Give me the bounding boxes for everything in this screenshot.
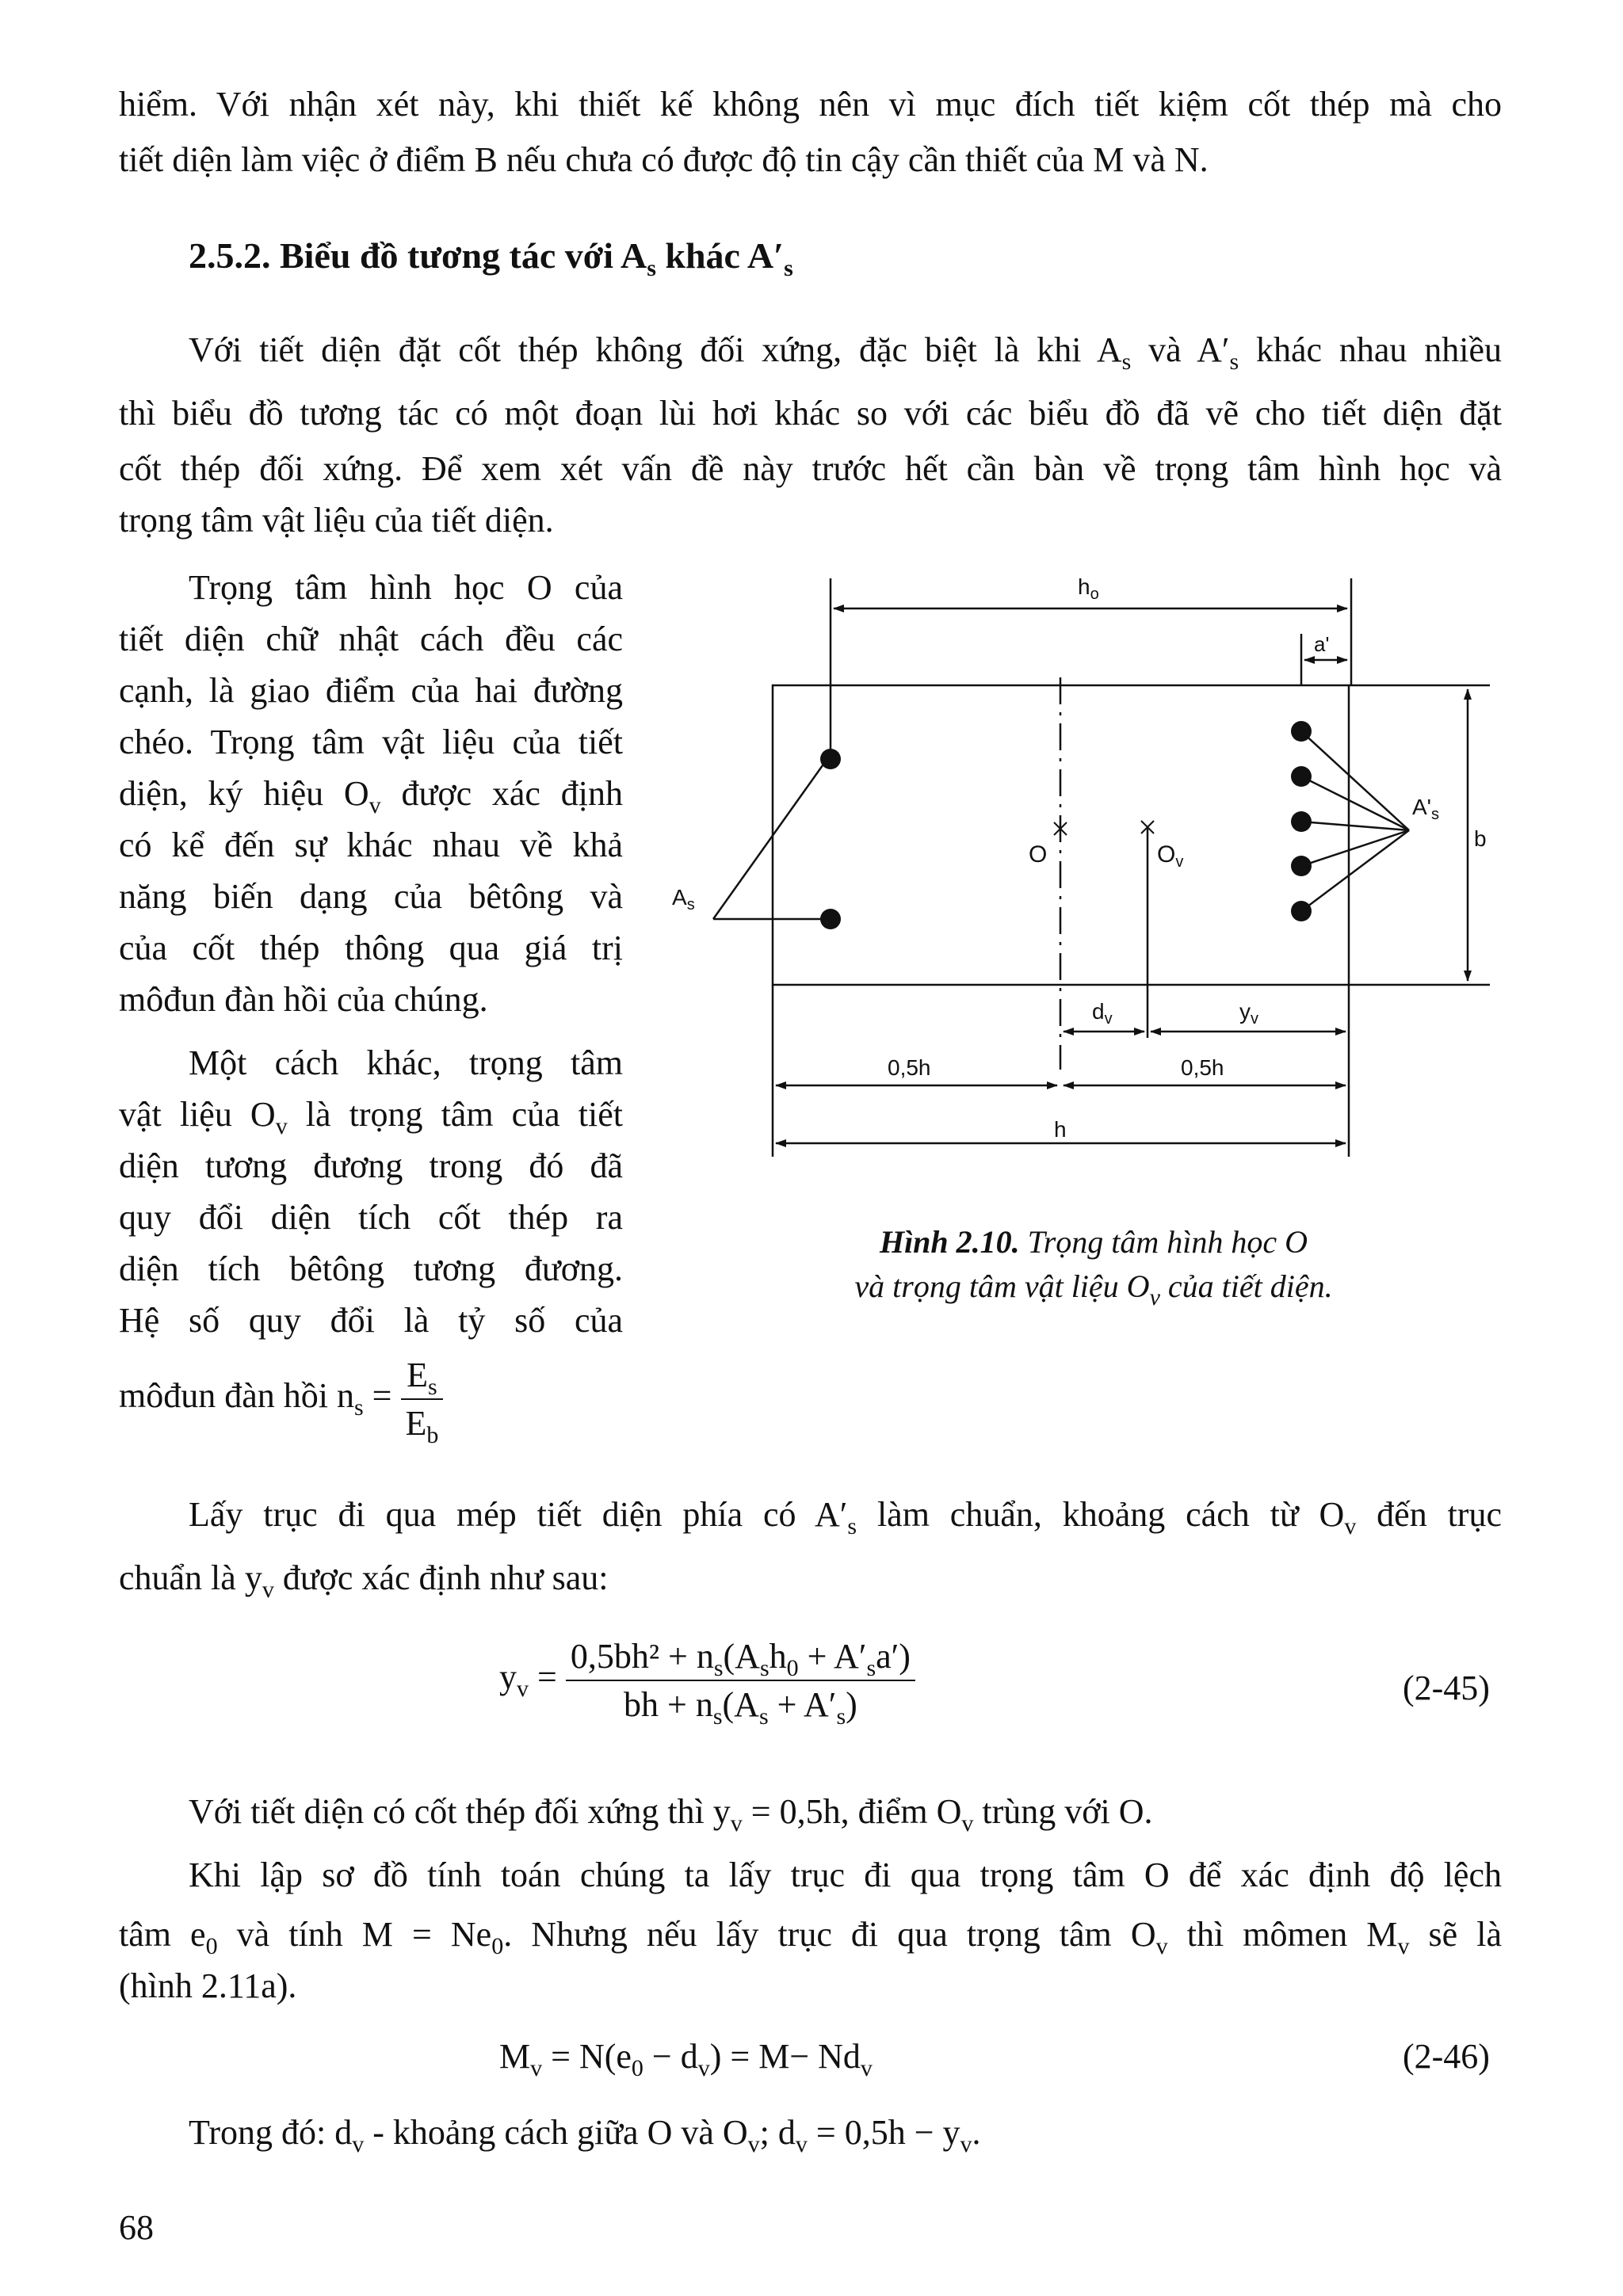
left-col-line: của cốt thép thông qua giá trị [119, 929, 623, 967]
modulus-ratio: môđun đàn hồi $n_s$ = $\frac{E_s}{E_b}$ [119, 1355, 443, 1444]
rebar-as-prime [1291, 901, 1312, 921]
left-col-line: Một cách khác, trọng tâm [189, 1043, 623, 1082]
intro-line-3: cốt thép đối xứng. Để xem xét vấn đề này trước hết cần bàn về trọng tâm hình học và [119, 449, 1502, 488]
intro-line-2: thì biểu đồ tương tác có một đoạn lùi hơi khác so với các biểu đồ đã vẽ cho tiết diện đặt [119, 394, 1502, 433]
rebar-as-top [820, 749, 841, 769]
left-col-line: tiết diện chữ nhật cách đều các [119, 620, 623, 658]
symmetric-line: Với tiết diện có cốt thép đối xứng thì $y_v = 0,5h$, điểm $O_v$ trùng với O. [189, 1792, 1153, 1836]
left-col-line: môđun đàn hồi của chúng. [119, 980, 488, 1019]
b-label: b [1474, 826, 1487, 851]
where-line: Trong đó: $d_v$ - khoảng cách giữa O và $O_v$; $d_v = 0,5h - y_v$. [189, 2113, 981, 2157]
paragraph-line: tiết diện làm việc ở điểm B nếu chưa có được độ tin cậy cần thiết của M và N. [119, 140, 1209, 179]
h0-label: $h_o$ [1078, 574, 1099, 603]
o-label: O [1029, 841, 1048, 868]
rebar-as-prime [1291, 856, 1312, 876]
page-number: 68 [119, 2208, 154, 2247]
moment-line-3: (hình 2.11a). [119, 1966, 297, 2005]
cross-section-figure [650, 523, 1537, 1252]
section-heading: 2.5.2. Biểu đồ tương tác với $A_s$ khác $A'_s$ [189, 235, 793, 281]
left-col-line: quy đổi diện tích cốt thép ra [119, 1198, 623, 1237]
equation-2-45-fraction: $\frac{0,5bh^2 + n_s(A_sh_0 + A'_sa')}{bh + n_s(A_s + A'_s)}$ [566, 1636, 915, 1725]
equation-number-2-45: (2-45) [1403, 1669, 1490, 1707]
intro-line-4: trọng tâm vật liệu của tiết diện. [119, 501, 554, 540]
equation-2-46: $M_v = N(e_0 - d_v) = M- Nd_v$ [499, 2037, 873, 2081]
half-h-left-label: 0,5h [888, 1055, 931, 1080]
rebar-as-prime [1291, 721, 1312, 742]
ov-label: $O_v$ [1157, 841, 1184, 871]
half-h-right-label: 0,5h [1181, 1055, 1224, 1080]
after-figure-line-1: Lấy trục đi qua mép tiết diện phía có $A'_s$ làm chuẩn, khoảng cách từ $O_v$ đến trục [189, 1495, 1502, 1539]
yv-label: $y_v$ [1239, 999, 1258, 1028]
left-col-line: vật liệu $O_v$ là trọng tâm của tiết [119, 1095, 623, 1139]
moment-line-1: Khi lập sơ đồ tính toán chúng ta lấy trục đi qua trọng tâm O để xác định độ lệch [189, 1855, 1502, 1894]
left-col-line: cạnh, là giao điểm của hai đường [119, 671, 623, 710]
as-prime-label: $A'_s$ [1412, 795, 1440, 823]
paragraph-line: hiểm. Với nhận xét này, khi thiết kế không nên vì mục đích tiết kiệm cốt thép mà cho [119, 85, 1502, 124]
left-col-line: Hệ số quy đổi là tỷ số của [119, 1301, 623, 1340]
left-col-line: diện tích bêtông tương đương. [119, 1249, 623, 1288]
intro-line-1: Với tiết diện đặt cốt thép không đối xứng, đặc biệt là khi $A_s$ và $A'_s$ khác nhau nhiều [189, 330, 1503, 375]
left-col-line: chéo. Trọng tâm vật liệu của tiết [119, 723, 623, 761]
modulus-fraction: $\frac{E_s}{E_b}$ [401, 1355, 444, 1444]
dv-label: $d_v$ [1092, 999, 1113, 1028]
as-label: $A_s$ [672, 885, 695, 913]
figure-caption: Hình 2.10. Trọng tâm hình học O và trọng tâm vật liệu $O_v$ của tiết diện. [854, 1224, 1333, 1310]
rebar-as-bottom [820, 909, 841, 929]
a-prime-label: a' [1314, 632, 1330, 656]
rebar-as-prime [1291, 811, 1312, 832]
left-col-line: diện tương đương trong đó đã [119, 1146, 623, 1185]
rebar-as-prime [1291, 766, 1312, 787]
moment-line-2: tâm $e_0$ và tính $M = Ne_0$. Nhưng nếu lấy trục đi qua trọng tâm $O_v$ thì mômen $M_v$ sẽ là [119, 1915, 1503, 1959]
left-col-line: Trọng tâm hình học O của [189, 568, 623, 607]
left-col-line: năng biến dạng của bêtông và [119, 877, 623, 916]
equation-number-2-46: (2-46) [1403, 2037, 1490, 2076]
equation-2-45: $y_v$ = $\frac{0,5bh^2 + n_s(A_sh_0 + A'_sa')}{bh + n_s(A_s + A'_s)}$ [499, 1636, 915, 1725]
after-figure-line-2: chuẩn là $y_v$ được xác định như sau: [119, 1558, 609, 1603]
h-label: h [1054, 1117, 1067, 1142]
left-col-line: có kể đến sự khác nhau về khả [119, 826, 623, 864]
left-col-line: diện, ký hiệu $O_v$ được xác định [119, 774, 623, 818]
